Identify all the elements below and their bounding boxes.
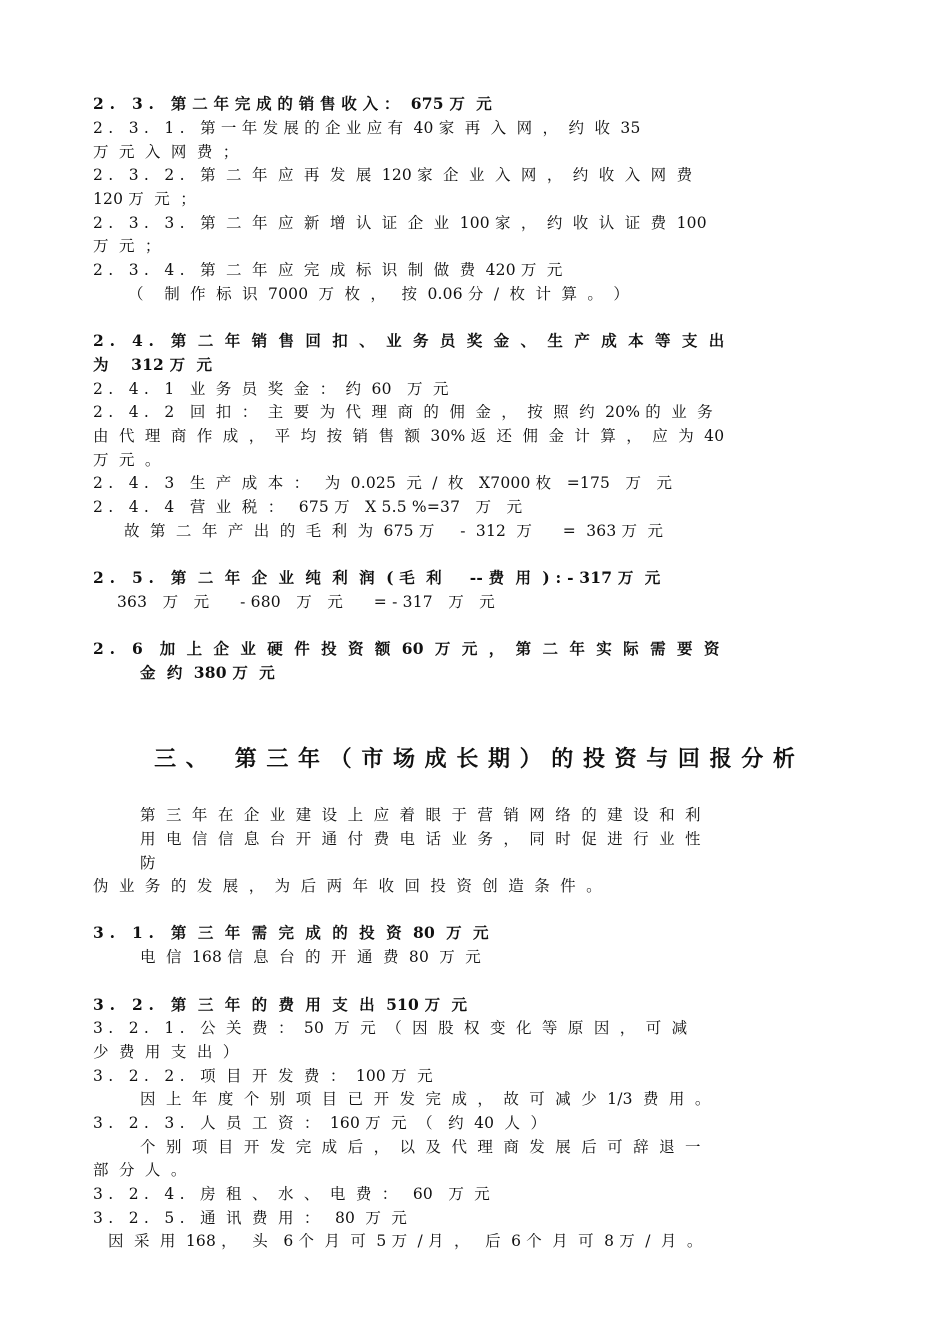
section-3-title: 三 、 第 三 年 （ 市 场 成 长 期 ） 的 投 资 与 回 报 分 析 [154,746,796,772]
section-3-1-heading: 3 . 1 . 第 三 年 需 完 成 的 投 资 80 万 元 [93,923,489,942]
item-3-2-2-line-1: 3 . 2 . 2 . 项 目 开 发 费 ： 100 万 元 [93,1067,433,1085]
item-2-3-3-line-2: 万 元 ； [93,237,161,255]
gross-profit-summary: 故 第 二 年 产 出 的 毛 利 为 675 万 - 312 万 = 363 万 元 [124,522,664,540]
section-3-2-heading: 3 . 2 . 第 三 年 的 费 用 支 出 510 万 元 [93,995,468,1014]
section-3-intro-line-2: 用 电 信 信 息 台 开 通 付 费 电 话 业 务 ， 同 时 促 进 行 业 性 [140,830,701,848]
section-3-1-detail: 电 信 168 信 息 台 的 开 通 费 80 万 元 [140,948,481,966]
section-2-5-heading: 2 . 5 . 第 二 年 企 业 纯 利 润 ( 毛 利 -- 费 用 ) : - 317 万 元 [93,568,661,587]
item-3-2-1-line-2: 少 费 用 支 出 ） [93,1043,239,1061]
item-3-2-3-line-1: 3 . 2 . 3 . 人 员 工 资 ： 160 万 元 （ 约 40 人 ） [93,1114,547,1132]
section-2-6-line-2: 金 约 380 万 元 [140,663,275,682]
item-3-2-5-line-2: 因 采 用 168 ， 头 6 个 月 可 5 万 / 月 ， 后 6 个 月 可 8 万 / 月 。 [108,1232,703,1250]
section-2-4-heading-line-2: 为 312 万 元 [93,355,213,374]
section-2-4-heading-line-1: 2 . 4 . 第 二 年 销 售 回 扣 、 业 务 员 奖 金 、 生 产 成 本 等 支 出 [93,331,725,350]
item-2-4-3: 2 . 4 . 3 生 产 成 本 ： 为 0.025 元 / 枚 X7000 枚 =175 万 元 [93,474,673,492]
item-3-2-3-line-3: 部 分 人 。 [93,1161,187,1179]
item-2-3-2-line-1: 2 . 3 . 2 . 第 二 年 应 再 发 展 120 家 企 业 入 网 ， 约 收 入 网 费 [93,166,693,184]
section-3-intro-line-1: 第 三 年 在 企 业 建 设 上 应 着 眼 于 营 销 网 络 的 建 设 和 利 [140,806,701,824]
item-2-3-2-line-2: 120 万 元 ； [93,190,196,208]
item-2-4-2-line-1: 2 . 4 . 2 回 扣 ： 主 要 为 代 理 商 的 佣 金 ， 按 照 约 20% 的 业 务 [93,403,713,421]
item-2-4-2-line-2: 由 代 理 商 作 成 ， 平 均 按 销 售 额 30% 返 还 佣 金 计 算 ， 应 为 40 [93,427,725,445]
item-2-4-2-line-3: 万 元 。 [93,451,161,469]
item-3-2-5-line-1: 3 . 2 . 5 . 通 讯 费 用 ： 80 万 元 [93,1209,408,1227]
section-3-intro-line-3: 防 [140,854,156,872]
item-2-3-1-line-1: 2 . 3 . 1 . 第 一 年 发 展 的 企 业 应 有 40 家 再 入 网 ， 约 收 35 [93,119,641,137]
section-2-3-heading: 2 . 3 . 第 二 年 完 成 的 销 售 收 入 ： 675 万 元 [93,94,492,113]
item-3-2-1-line-1: 3 . 2 . 1 . 公 关 费 ： 50 万 元 （ 因 股 权 变 化 等 原 因 ， 可 减 [93,1019,688,1037]
net-profit-calculation: 363 万 元 - 680 万 元 = - 317 万 元 [117,593,496,611]
item-2-3-4-line-1: 2 . 3 . 4 . 第 二 年 应 完 成 标 识 制 做 费 420 万 元 [93,261,563,279]
item-2-3-4-line-2: （ 制 作 标 识 7000 万 枚 ， 按 0.06 分 / 枚 计 算 。 ） [128,285,630,303]
section-2-6-line-1: 2 . 6 加 上 企 业 硬 件 投 资 额 60 万 元 ， 第 二 年 实 际 需 要 资 [93,639,720,658]
item-2-4-4: 2 . 4 . 4 营 业 税 ： 675 万 X 5.5 %=37 万 元 [93,498,523,516]
item-2-3-1-line-2: 万 元 入 网 费 ； [93,143,239,161]
item-3-2-2-line-2: 因 上 年 度 个 别 项 目 已 开 发 完 成 ， 故 可 减 少 1/3 费 用 。 [140,1090,711,1108]
item-3-2-3-line-2: 个 别 项 目 开 发 完 成 后 ， 以 及 代 理 商 发 展 后 可 辞 退 一 [140,1138,701,1156]
item-2-4-1: 2 . 4 . 1 业 务 员 奖 金 ： 约 60 万 元 [93,380,449,398]
item-3-2-4: 3 . 2 . 4 . 房 租 、 水 、 电 费 ： 60 万 元 [93,1185,491,1203]
section-3-intro-line-4: 伪 业 务 的 发 展 ， 为 后 两 年 收 回 投 资 创 造 条 件 。 [93,877,602,895]
item-2-3-3-line-1: 2 . 3 . 3 . 第 二 年 应 新 增 认 证 企 业 100 家 ， 约 收 认 证 费 100 [93,214,707,232]
